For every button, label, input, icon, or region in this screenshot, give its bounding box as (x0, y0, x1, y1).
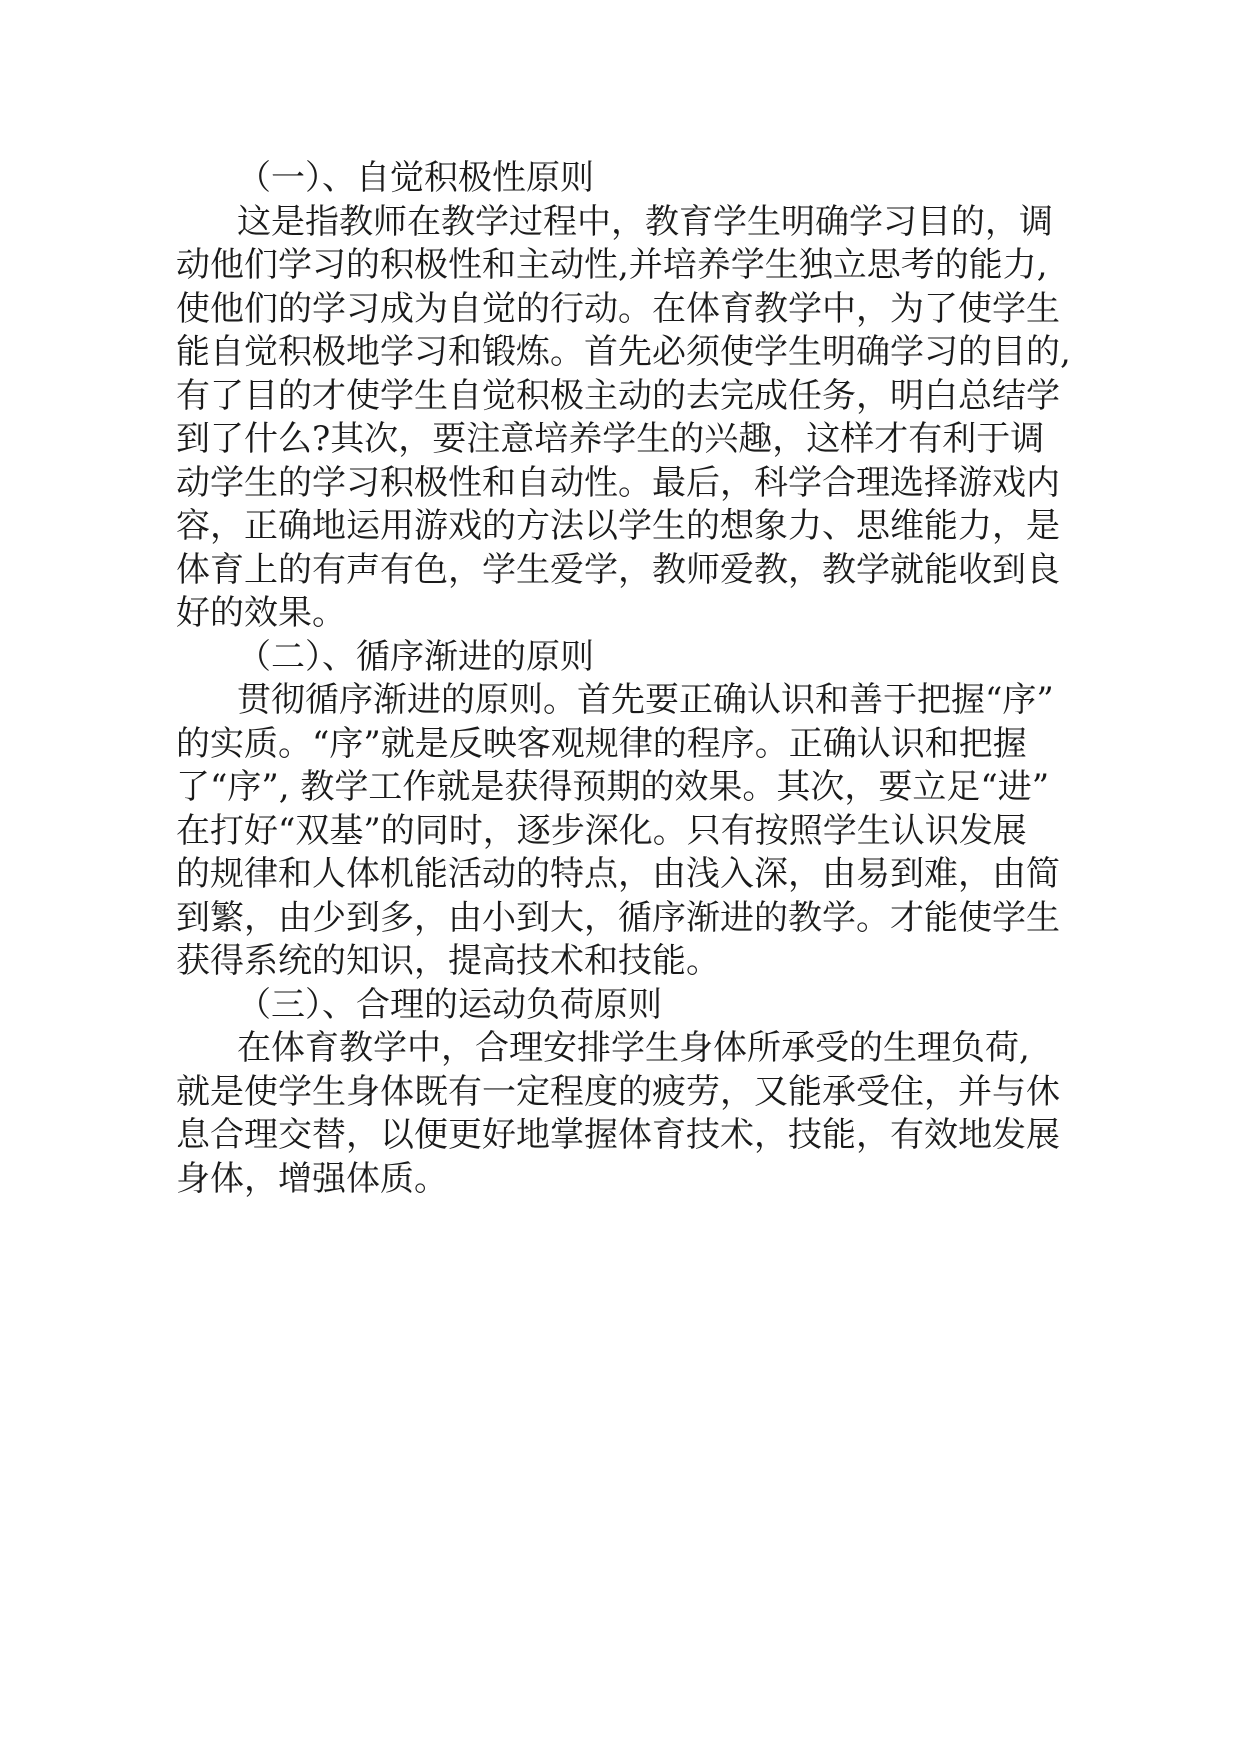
paragraph-line: 到繁，由少到多，由小到大，循序渐进的教学。才能使学生 (176, 897, 1060, 938)
paragraph-line: 好的效果。 (176, 593, 346, 633)
paragraph-line: 了“序”, 教学工作就是获得预期的效果。其次，要立足“进” (176, 767, 1050, 807)
paragraph-line: 到了什么?其次，要注意培养学生的兴趣，这样才有利于调 (176, 419, 1045, 459)
paragraph-line: 在体育教学中，合理安排学生身体所承受的生理负荷, (237, 1028, 1030, 1068)
paragraph-line: 息合理交替，以便更好地掌握体育技术，技能，有效地发展 (176, 1115, 1060, 1155)
paragraph-line: 的实质。“序”就是反映客观规律的程序。正确认识和把握 (176, 723, 1027, 764)
section-heading: （三）、合理的运动负荷原则 (237, 984, 662, 1025)
paragraph-line: 容，正确地运用游戏的方法以学生的想象力、思维能力，是 (176, 506, 1060, 546)
paragraph-line: 身体，增强体质。 (176, 1158, 448, 1199)
paragraph-line: 有了目的才使学生自觉积极主动的去完成任务，明白总结学 (176, 375, 1060, 416)
section-heading: （一）、自觉积极性原则 (237, 158, 594, 198)
paragraph-line: 使他们的学习成为自觉的行动。在体育教学中，为了使学生 (176, 288, 1060, 329)
paragraph-line: 在打好“双基”的同时，逐步深化。只有按照学生认识发展 (176, 810, 1027, 851)
paragraph-line: 的规律和人体机能活动的特点，由浅入深，由易到难，由简 (176, 854, 1060, 894)
paragraph-line: 体育上的有声有色，学生爱学，教师爱教，教学就能收到良 (176, 549, 1060, 590)
section-heading: （二）、循序渐进的原则 (237, 636, 594, 677)
paragraph-line: 动学生的学习积极性和自动性。最后，科学合理选择游戏内 (176, 462, 1060, 503)
paragraph-line: 这是指教师在教学过程中，教育学生明确学习目的，调 (237, 201, 1053, 242)
paragraph-line: 贯彻循序渐进的原则。首先要正确认识和善于把握“序” (237, 680, 1054, 720)
paragraph-line: 能自觉积极地学习和锻炼。首先必须使学生明确学习的目的, (176, 332, 1071, 372)
paragraph-line: 就是使学生身体既有一定程度的疲劳，又能承受住，并与休 (176, 1071, 1060, 1112)
paragraph-line: 获得系统的知识，提高技术和技能。 (176, 941, 720, 981)
paragraph-line: 动他们学习的积极性和主动性,并培养学生独立思考的能力, (176, 245, 1048, 285)
